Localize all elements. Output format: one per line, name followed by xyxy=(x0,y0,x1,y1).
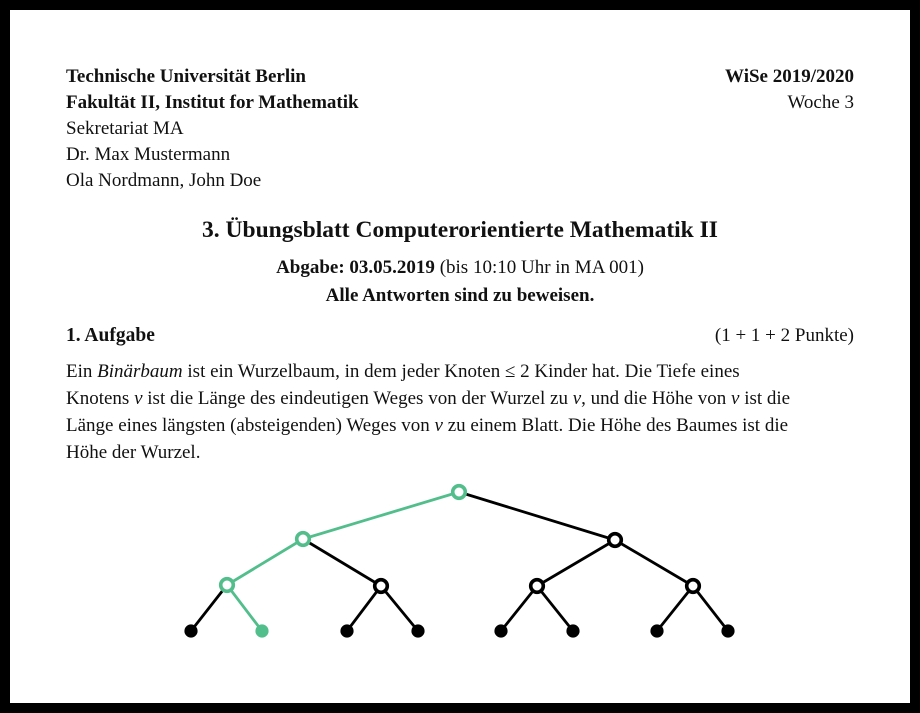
deadline-details: (bis 10:10 Uhr in MA 001) xyxy=(434,257,644,278)
sheet-content-area xyxy=(10,10,910,703)
paragraph-line: Knotens v ist die Länge des eindeutigen Weges von der Wurzel zu v, und die Höhe von v ist die xyxy=(66,388,791,409)
exercise-points: (1 + 1 + 2 Punkte) xyxy=(714,325,854,346)
sheet-title: 3. Übungsblatt Computerorientierte Mathematik II xyxy=(202,217,718,243)
exercise-paragraph xyxy=(66,358,854,466)
semester-label: WiSe 2019/2020 xyxy=(725,66,854,87)
deadline-line xyxy=(66,254,854,282)
proof-note: Alle Antworten sind zu beweisen. xyxy=(325,285,595,306)
paragraph-line: Höhe der Wurzel. xyxy=(66,442,201,463)
lecturer-line: Dr. Max Mustermann xyxy=(66,144,231,165)
faculty-name: Fakultät II, Institut for Mathematik xyxy=(66,92,359,113)
header-right-block xyxy=(725,64,854,116)
exercise-label: 1. Aufgabe xyxy=(66,325,155,346)
exercise-heading-row xyxy=(66,322,854,350)
deadline-date: Abgabe: 03.05.2019 xyxy=(276,257,435,278)
university-name: Technische Universität Berlin xyxy=(66,66,306,87)
secretariat-line: Sekretariat MA xyxy=(66,118,184,139)
header xyxy=(66,64,854,194)
assistants-line: Ola Nordmann, John Doe xyxy=(66,170,262,191)
title-block xyxy=(66,214,854,310)
paragraph-line: Länge eines längsten (absteigenden) Weges von v zu einem Blatt. Die Höhe des Baumes ist die xyxy=(66,415,789,436)
paragraph-line: Ein Binärbaum ist ein Wurzelbaum, in dem jeder Knoten ≤ 2 Kinder hat. Die Tiefe eines xyxy=(66,361,740,382)
week-label: Woche 3 xyxy=(787,92,854,113)
header-left-block xyxy=(66,64,359,194)
